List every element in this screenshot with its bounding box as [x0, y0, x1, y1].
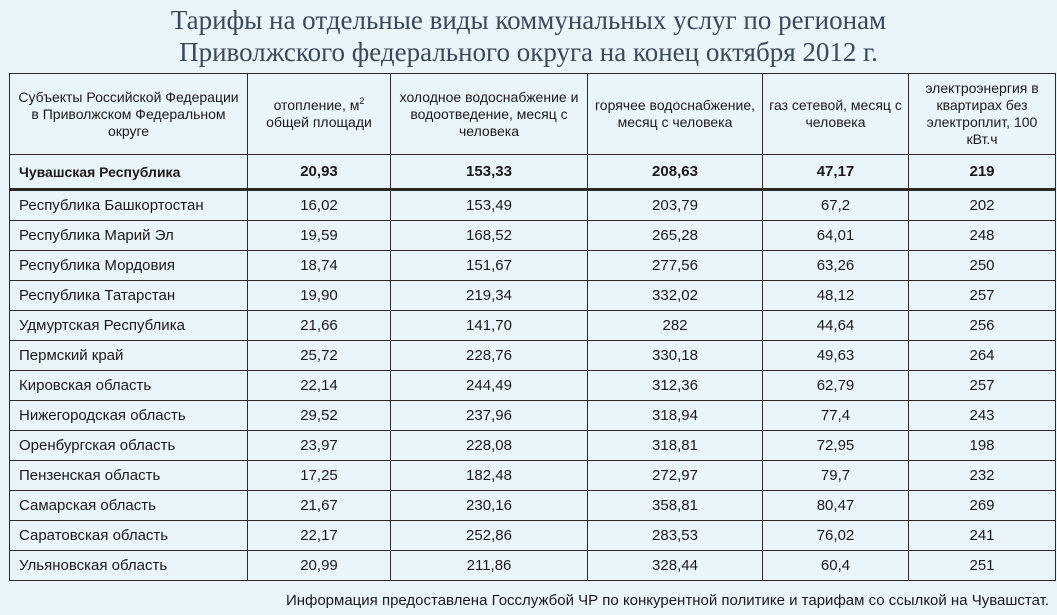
- title-line-2: Приволжского федерального округа на конец октября 2012 г.: [179, 37, 878, 67]
- cell-cold-water: 153,33: [391, 155, 588, 190]
- cell-gas: 44,64: [763, 311, 909, 341]
- cell-region: Кировская область: [10, 371, 248, 401]
- header-cold-water: холодное водоснабжение и водоотведение, месяц с человека: [391, 74, 588, 155]
- cell-cold-water: 228,08: [391, 431, 588, 461]
- cell-gas: 67,2: [763, 190, 909, 221]
- cell-gas: 48,12: [763, 281, 909, 311]
- cell-hot-water: 328,44: [588, 551, 763, 581]
- cell-heating: 23,97: [248, 431, 391, 461]
- cell-heating: 20,99: [248, 551, 391, 581]
- table-row: [10, 311, 1056, 341]
- table-row: [10, 221, 1056, 251]
- cell-gas: 63,26: [763, 251, 909, 281]
- cell-gas: 49,63: [763, 341, 909, 371]
- table-row: [10, 401, 1056, 431]
- cell-region: Саратовская область: [10, 521, 248, 551]
- cell-electricity: 269: [909, 491, 1056, 521]
- table-row: [10, 341, 1056, 371]
- cell-electricity: 219: [909, 155, 1056, 190]
- cell-heating: 29,52: [248, 401, 391, 431]
- cell-gas: 76,02: [763, 521, 909, 551]
- cell-heating: 20,93: [248, 155, 391, 190]
- cell-cold-water: 219,34: [391, 281, 588, 311]
- table-header-row: [10, 74, 1056, 155]
- cell-gas: 64,01: [763, 221, 909, 251]
- cell-heating: 19,90: [248, 281, 391, 311]
- header-heating: [248, 74, 391, 155]
- cell-region: Пензенская область: [10, 461, 248, 491]
- cell-electricity: 243: [909, 401, 1056, 431]
- cell-region: Оренбургская область: [10, 431, 248, 461]
- cell-electricity: 248: [909, 221, 1056, 251]
- table-row: [10, 551, 1056, 581]
- cell-gas: 80,47: [763, 491, 909, 521]
- cell-region: Нижегородская область: [10, 401, 248, 431]
- cell-gas: 77,4: [763, 401, 909, 431]
- page-title: [0, 4, 1057, 68]
- cell-region: Республика Татарстан: [10, 281, 248, 311]
- table-row: [10, 491, 1056, 521]
- table-row-highlighted: [10, 155, 1056, 190]
- cell-hot-water: 312,36: [588, 371, 763, 401]
- cell-hot-water: 203,79: [588, 190, 763, 221]
- header-region: Субъекты Российской Федерации в Приволжском Федеральном округе: [10, 74, 248, 155]
- cell-gas: 47,17: [763, 155, 909, 190]
- cell-heating: 25,72: [248, 341, 391, 371]
- cell-electricity: 257: [909, 371, 1056, 401]
- cell-heating: 22,14: [248, 371, 391, 401]
- cell-region: Ульяновская область: [10, 551, 248, 581]
- cell-region: Республика Мордовия: [10, 251, 248, 281]
- cell-hot-water: 272,97: [588, 461, 763, 491]
- cell-electricity: 264: [909, 341, 1056, 371]
- cell-cold-water: 228,76: [391, 341, 588, 371]
- cell-electricity: 232: [909, 461, 1056, 491]
- header-heating-tail: общей площади: [266, 114, 372, 130]
- cell-electricity: 256: [909, 311, 1056, 341]
- cell-hot-water: 318,81: [588, 431, 763, 461]
- header-electricity: электроэнергия в квартирах без электроплит, 100 кВт.ч: [909, 74, 1056, 155]
- cell-cold-water: 168,52: [391, 221, 588, 251]
- cell-hot-water: 318,94: [588, 401, 763, 431]
- header-hot-water: горячее водоснабжение, месяц с человека: [588, 74, 763, 155]
- header-heating-label: отопление, м: [273, 97, 360, 113]
- cell-region: Пермский край: [10, 341, 248, 371]
- cell-hot-water: 208,63: [588, 155, 763, 190]
- cell-cold-water: 151,67: [391, 251, 588, 281]
- cell-heating: 21,66: [248, 311, 391, 341]
- table-row: [10, 281, 1056, 311]
- cell-region: Чувашская Республика: [10, 155, 248, 190]
- cell-heating: 16,02: [248, 190, 391, 221]
- table-row: [10, 521, 1056, 551]
- cell-electricity: 202: [909, 190, 1056, 221]
- table-row: [10, 461, 1056, 491]
- cell-cold-water: 230,16: [391, 491, 588, 521]
- cell-cold-water: 153,49: [391, 190, 588, 221]
- cell-region: Удмуртская Республика: [10, 311, 248, 341]
- cell-cold-water: 141,70: [391, 311, 588, 341]
- cell-gas: 79,7: [763, 461, 909, 491]
- header-gas: газ сетевой, месяц с человека: [763, 74, 909, 155]
- cell-cold-water: 252,86: [391, 521, 588, 551]
- cell-gas: 60,4: [763, 551, 909, 581]
- tariffs-table: [9, 73, 1056, 581]
- cell-hot-water: 282: [588, 311, 763, 341]
- cell-hot-water: 283,53: [588, 521, 763, 551]
- cell-region: Республика Марий Эл: [10, 221, 248, 251]
- table-row: [10, 431, 1056, 461]
- cell-cold-water: 237,96: [391, 401, 588, 431]
- table-row: [10, 371, 1056, 401]
- cell-heating: 21,67: [248, 491, 391, 521]
- cell-cold-water: 244,49: [391, 371, 588, 401]
- cell-hot-water: 330,18: [588, 341, 763, 371]
- cell-hot-water: 265,28: [588, 221, 763, 251]
- cell-heating: 17,25: [248, 461, 391, 491]
- cell-heating: 18,74: [248, 251, 391, 281]
- table-row: [10, 251, 1056, 281]
- cell-hot-water: 358,81: [588, 491, 763, 521]
- cell-electricity: 251: [909, 551, 1056, 581]
- cell-electricity: 250: [909, 251, 1056, 281]
- cell-hot-water: 332,02: [588, 281, 763, 311]
- title-line-1: Тарифы на отдельные виды коммунальных услуг по регионам: [170, 5, 887, 35]
- cell-cold-water: 182,48: [391, 461, 588, 491]
- source-note: Информация предоставлена Госслужбой ЧР по конкурентной политике и тарифам со ссылкой на Чувашстат.: [285, 592, 1049, 609]
- cell-electricity: 241: [909, 521, 1056, 551]
- cell-heating: 19,59: [248, 221, 391, 251]
- cell-cold-water: 211,86: [391, 551, 588, 581]
- header-heating-sup: 2: [359, 96, 365, 106]
- cell-region: Республика Башкортостан: [10, 190, 248, 221]
- cell-electricity: 257: [909, 281, 1056, 311]
- table-row: [10, 190, 1056, 221]
- cell-electricity: 198: [909, 431, 1056, 461]
- cell-region: Самарская область: [10, 491, 248, 521]
- cell-gas: 72,95: [763, 431, 909, 461]
- cell-gas: 62,79: [763, 371, 909, 401]
- cell-heating: 22,17: [248, 521, 391, 551]
- cell-hot-water: 277,56: [588, 251, 763, 281]
